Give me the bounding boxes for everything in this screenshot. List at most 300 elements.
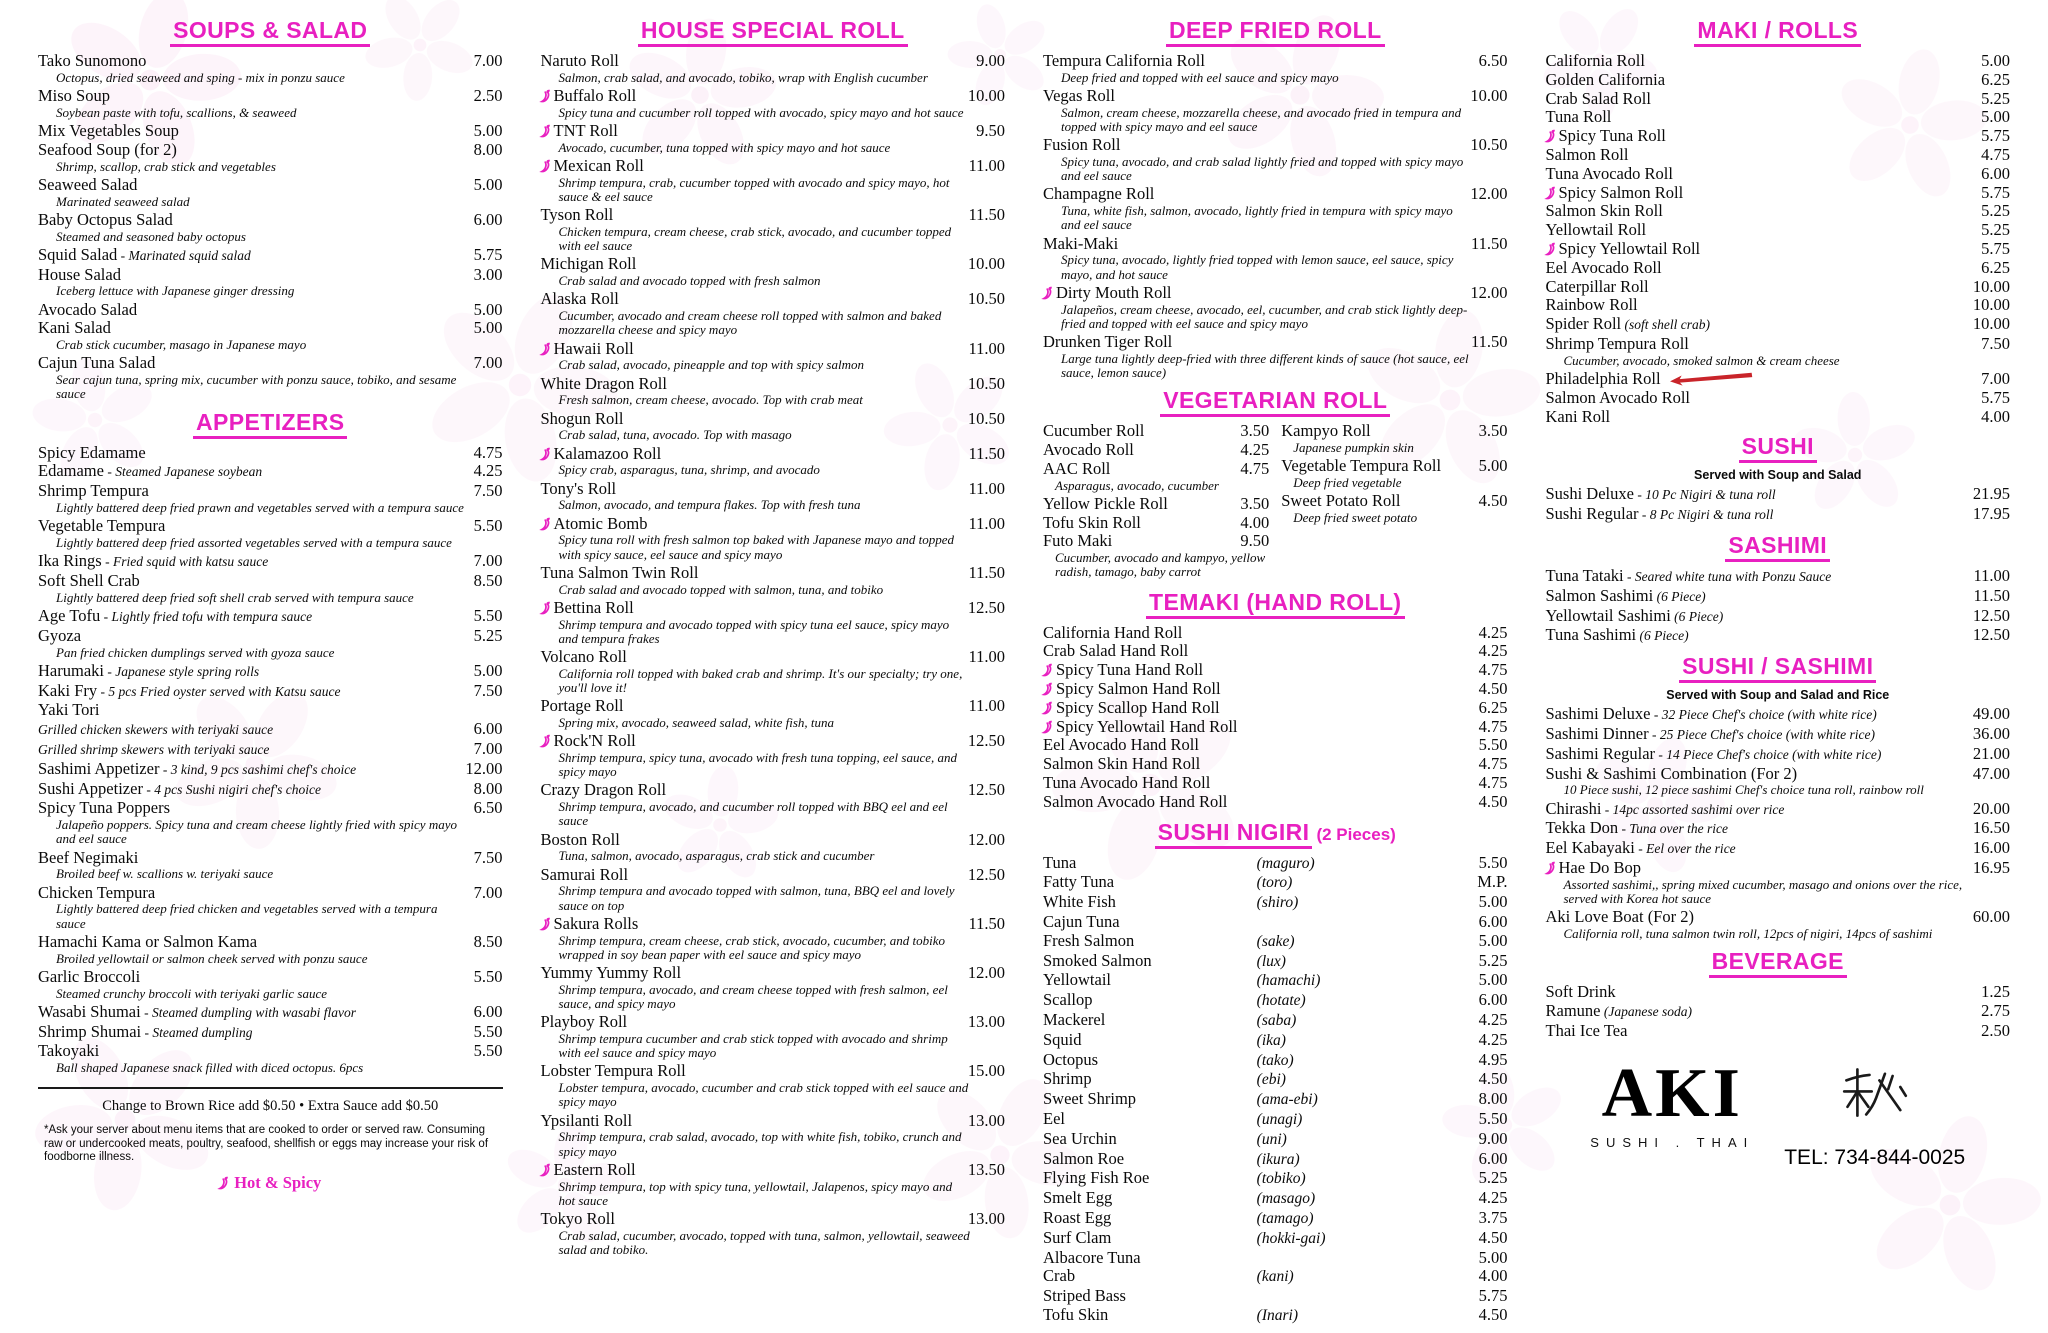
item-name: Rainbow Roll bbox=[1545, 295, 1638, 315]
item-name-wrap bbox=[38, 87, 474, 106]
item-description: Steamed and seasoned baby octopus bbox=[56, 228, 246, 244]
menu-item bbox=[1043, 736, 1508, 755]
menu-item bbox=[38, 572, 503, 591]
hot-pepper-icon bbox=[541, 445, 550, 464]
item-name: Sushi & Sashimi Combination (For 2) bbox=[1545, 763, 1798, 783]
menu-item bbox=[1043, 1130, 1508, 1150]
item-price: 11.00 bbox=[968, 647, 1005, 667]
menu-item bbox=[38, 662, 503, 682]
item-name-wrap bbox=[1043, 1130, 1257, 1149]
menu-item bbox=[1546, 800, 2011, 820]
menu-item bbox=[1043, 1229, 1508, 1249]
item-price: 8.50 bbox=[473, 570, 503, 590]
item-description: Spicy tuna, avocado, lightly fried topped with lemon sauce, eel sauce, spicy mayo, and hot sauce bbox=[1061, 252, 1454, 282]
menu-item bbox=[541, 964, 1006, 983]
menu-item bbox=[38, 760, 503, 780]
menu-item bbox=[1043, 495, 1269, 514]
column-3-sections bbox=[1043, 17, 1508, 1326]
item-name-wrap bbox=[38, 122, 474, 141]
item-name-wrap bbox=[541, 866, 968, 885]
item-name-wrap bbox=[1043, 185, 1470, 204]
item-price: 5.75 bbox=[1981, 182, 2010, 202]
item-description: Lightly battered deep fried prawn and vegetables served with a tempura sauce bbox=[56, 499, 464, 515]
item-name: Spicy Salmon Roll bbox=[1558, 182, 1684, 202]
item-description: California roll, tuna salmon twin roll, 12pcs of nigiri, 14pcs of sashimi bbox=[1563, 925, 1933, 941]
item-name-wrap bbox=[1043, 932, 1257, 951]
section-title: APPETIZERS bbox=[193, 409, 347, 439]
item-price: 9.00 bbox=[976, 51, 1005, 70]
item-name-wrap bbox=[1043, 854, 1257, 873]
menu-item bbox=[38, 354, 503, 373]
sub-column bbox=[1043, 422, 1269, 581]
menu-section bbox=[1043, 387, 1508, 581]
menu-item bbox=[541, 157, 1006, 176]
item-name-wrap bbox=[1043, 441, 1240, 460]
logo-aki-text: AKI bbox=[1601, 1054, 1743, 1132]
hot-pepper-icon bbox=[1546, 127, 1555, 146]
menu-item bbox=[38, 444, 503, 463]
item-name-wrap bbox=[1546, 1002, 1982, 1022]
item-description: Salmon, cream cheese, mozzarella cheese, and avocado fried in tempura and topped with spicy mayo and eel sauce bbox=[1061, 104, 1462, 134]
item-name: Sweet Shrimp bbox=[1043, 1089, 1137, 1109]
menu-item bbox=[541, 445, 1006, 464]
item-price: 7.00 bbox=[473, 51, 503, 70]
item-name-wrap bbox=[1546, 146, 1982, 165]
item-description: Shrimp tempura, top with spicy tuna, yellowtail, Jalapenos, spicy mayo and hot sauce bbox=[558, 1178, 953, 1208]
restaurant-logo bbox=[1546, 1054, 2011, 1170]
menu-item bbox=[1546, 705, 2011, 725]
item-price: 4.25 bbox=[1478, 1009, 1508, 1029]
item-name-wrap bbox=[1546, 127, 1982, 146]
item-name-wrap bbox=[1546, 705, 1973, 725]
item-name: Albacore Tuna bbox=[1043, 1247, 1141, 1267]
hot-pepper-icon bbox=[219, 1173, 228, 1193]
item-name: Futo Maki bbox=[1043, 531, 1113, 551]
item-name: Miso Soup bbox=[38, 86, 110, 105]
item-name: Tofu Skin Roll bbox=[1043, 512, 1141, 532]
item-name: Spicy Edamame bbox=[38, 442, 146, 462]
item-name: Eel Avocado Hand Roll bbox=[1043, 735, 1199, 755]
item-name: Bettina Roll bbox=[553, 597, 634, 617]
item-price: 10.00 bbox=[967, 86, 1005, 105]
item-name-wrap bbox=[38, 933, 474, 952]
section-header bbox=[1546, 433, 2011, 463]
item-name: Cajun Tuna bbox=[1043, 911, 1120, 931]
menu-item bbox=[1546, 626, 2011, 646]
item-name-wrap bbox=[38, 799, 474, 818]
item-name: Salmon Avocado Roll bbox=[1545, 387, 1691, 407]
section-subtitle: Served with Soup and Salad and Rice bbox=[1666, 688, 1890, 703]
item-japanese-name: (hokki-gai) bbox=[1256, 1229, 1326, 1247]
item-name-wrap bbox=[38, 884, 474, 903]
menu-item bbox=[1043, 755, 1508, 774]
item-name-wrap bbox=[1043, 873, 1257, 892]
item-price: 11.50 bbox=[968, 205, 1005, 225]
item-description: Asparagus, avocado, cucumber bbox=[1055, 477, 1219, 493]
item-name: Tekka Don bbox=[1545, 818, 1619, 838]
item-name-wrap bbox=[1043, 1306, 1257, 1325]
item-name-wrap bbox=[1546, 165, 1982, 184]
item-name-wrap bbox=[38, 319, 474, 338]
item-price: 7.50 bbox=[473, 680, 503, 700]
menu-item bbox=[541, 866, 1006, 885]
menu-item bbox=[1043, 991, 1508, 1011]
item-price: 5.00 bbox=[1478, 456, 1508, 476]
item-name: Sashimi Appetizer bbox=[38, 758, 160, 778]
menu-section bbox=[1546, 948, 2011, 1040]
item-name-wrap bbox=[541, 564, 969, 583]
item-name-wrap bbox=[1043, 699, 1479, 718]
item-price: 8.00 bbox=[473, 139, 503, 159]
item-price: 12.50 bbox=[967, 780, 1005, 800]
item-name-wrap bbox=[38, 968, 474, 987]
menu-item bbox=[541, 599, 1006, 618]
menu-item bbox=[1546, 127, 2011, 146]
item-price: 11.00 bbox=[1973, 565, 2010, 585]
item-price: 11.50 bbox=[968, 913, 1005, 933]
hot-pepper-icon bbox=[541, 732, 550, 751]
menu-item bbox=[38, 319, 503, 338]
item-name-wrap bbox=[38, 572, 474, 591]
item-price: 7.00 bbox=[473, 353, 503, 373]
item-name-wrap bbox=[1043, 1189, 1257, 1208]
item-price: 4.00 bbox=[1478, 1266, 1508, 1286]
item-name-wrap bbox=[38, 482, 474, 501]
item-description: Deep fried and topped with eel sauce and spicy mayo bbox=[1061, 69, 1339, 85]
item-name: Champagne Roll bbox=[1043, 184, 1155, 204]
item-name-wrap bbox=[1546, 859, 1973, 878]
menu-item bbox=[1043, 661, 1508, 680]
item-name-wrap bbox=[38, 246, 474, 266]
item-price: 11.50 bbox=[1470, 233, 1508, 253]
menu-item bbox=[1546, 278, 2011, 297]
item-name-wrap bbox=[1043, 1011, 1257, 1030]
item-price: 6.00 bbox=[1478, 911, 1508, 931]
item-name: Tuna Roll bbox=[1545, 107, 1612, 127]
item-price: 4.25 bbox=[1478, 622, 1508, 642]
phone-number: TEL: 734-844-0025 bbox=[1784, 1145, 1966, 1169]
item-name: Sashimi Regular bbox=[1545, 743, 1656, 763]
item-note: - Fried squid with katsu sauce bbox=[101, 554, 269, 570]
item-name: Tako Sunomono bbox=[38, 51, 147, 70]
item-description: Shrimp tempura, cream cheese, crab stick, avocado, cucumber, and tobiko wrapped in soy bean paper with eel sauce and spicy mayo bbox=[558, 932, 946, 962]
item-name: Ika Rings bbox=[38, 551, 102, 571]
hot-pepper-icon bbox=[1546, 240, 1555, 259]
footer-rice-note: Change to Brown Rice add $0.50 • Extra Sauce add $0.50 bbox=[102, 1098, 439, 1115]
item-description: Crab salad, tuna, avocado. Top with masago bbox=[558, 427, 792, 443]
item-price: 4.50 bbox=[1478, 791, 1508, 811]
menu-item bbox=[38, 799, 503, 818]
item-name-wrap bbox=[541, 375, 968, 394]
item-name-wrap bbox=[1043, 1229, 1257, 1248]
logo-kanji-block bbox=[1784, 1063, 1965, 1170]
item-price: 5.50 bbox=[1478, 735, 1508, 755]
item-name: Spicy Tuna Roll bbox=[1558, 126, 1666, 146]
menu-item bbox=[1043, 680, 1508, 699]
menu-item bbox=[1546, 108, 2011, 127]
hot-pepper-icon bbox=[1043, 718, 1052, 737]
menu-item bbox=[1043, 1090, 1508, 1110]
menu-item bbox=[1043, 532, 1269, 551]
item-name-wrap bbox=[1043, 774, 1479, 793]
item-name: AAC Roll bbox=[1043, 458, 1111, 478]
item-name: Soft Shell Crab bbox=[38, 570, 140, 590]
item-name: Spider Roll bbox=[1545, 314, 1622, 334]
item-name: Harumaki bbox=[38, 660, 104, 680]
hot-pepper-icon bbox=[1546, 184, 1555, 203]
item-name-wrap bbox=[541, 1161, 968, 1180]
item-name: Buffalo Roll bbox=[553, 86, 637, 105]
menu-item bbox=[1546, 240, 2011, 259]
item-name: Sushi Appetizer bbox=[38, 778, 143, 798]
section-title: SASHIMI bbox=[1725, 532, 1830, 562]
item-note: - Marinated squid salad bbox=[117, 247, 251, 263]
column-4-sections bbox=[1546, 17, 2011, 1041]
item-name: Spicy Tuna Hand Roll bbox=[1056, 660, 1204, 680]
item-note: - Tuna over the rice bbox=[1618, 821, 1728, 837]
menu-item bbox=[38, 1023, 503, 1043]
item-price: 3.75 bbox=[1478, 1207, 1508, 1227]
item-name-wrap bbox=[38, 627, 474, 646]
item-note: (6 Piece) bbox=[1636, 628, 1689, 644]
item-name: Crab Salad Roll bbox=[1545, 88, 1651, 108]
menu-item bbox=[541, 831, 1006, 850]
item-name-wrap bbox=[1546, 315, 1973, 335]
item-name-wrap bbox=[38, 462, 474, 482]
item-description: Crab salad, avocado, pineapple and top with spicy salmon bbox=[558, 357, 864, 373]
menu-item bbox=[1043, 913, 1508, 932]
section-title: VEGETARIAN ROLL bbox=[1160, 387, 1390, 417]
menu-item bbox=[1546, 146, 2011, 165]
item-price: 4.50 bbox=[1478, 679, 1508, 698]
menu-column-3 bbox=[1039, 14, 1512, 1333]
item-name: Salmon Skin Hand Roll bbox=[1043, 754, 1201, 774]
item-note: - 10 Pc Nigiri & tuna roll bbox=[1633, 487, 1776, 503]
item-description: Salmon, avocado, and tempura flakes. Top with fresh tuna bbox=[558, 497, 861, 513]
hot-pepper-icon bbox=[541, 340, 550, 359]
menu-item bbox=[541, 480, 1006, 499]
item-name: House Salad bbox=[38, 264, 121, 284]
item-name: Salmon Roll bbox=[1545, 144, 1629, 164]
item-name-wrap bbox=[38, 720, 474, 740]
menu-item bbox=[1546, 184, 2011, 203]
menu-item bbox=[1043, 873, 1508, 893]
item-name: Vegetable Tempura Roll bbox=[1281, 456, 1442, 476]
item-name-wrap bbox=[1043, 913, 1257, 932]
item-price: 6.00 bbox=[1478, 990, 1508, 1010]
item-price: 16.00 bbox=[1972, 838, 2010, 858]
item-name: Yellowtail Sashimi bbox=[1545, 605, 1671, 625]
item-description: Deep fried sweet potato bbox=[1293, 510, 1418, 526]
item-name-wrap bbox=[1043, 1070, 1257, 1089]
item-price: 5.00 bbox=[1478, 930, 1508, 950]
menu-section bbox=[1546, 532, 2011, 646]
item-name-wrap bbox=[1546, 278, 1973, 297]
item-name-wrap bbox=[1546, 108, 1982, 127]
item-name: Sea Urchin bbox=[1043, 1128, 1117, 1148]
item-name: Gyoza bbox=[38, 625, 82, 645]
item-name: Shrimp Tempura bbox=[38, 481, 149, 501]
menu-item bbox=[1546, 296, 2011, 315]
item-price: 13.50 bbox=[967, 1159, 1005, 1179]
item-name-wrap bbox=[1546, 567, 1974, 587]
item-japanese-name: (shiro) bbox=[1256, 894, 1299, 912]
menu-item bbox=[1546, 908, 2011, 927]
menu-item bbox=[38, 740, 503, 760]
menu-item bbox=[541, 122, 1006, 141]
item-name: Tofu Skin bbox=[1043, 1304, 1109, 1324]
menu-item bbox=[1043, 952, 1508, 972]
item-name: Vegas Roll bbox=[1043, 86, 1115, 105]
item-name: Salmon Avocado Hand Roll bbox=[1043, 791, 1228, 811]
item-price: 4.25 bbox=[1478, 1029, 1508, 1049]
item-price: 10.50 bbox=[967, 289, 1005, 309]
menu-item bbox=[1043, 1287, 1508, 1306]
item-price: 5.50 bbox=[1478, 1108, 1508, 1128]
item-name-wrap bbox=[1546, 819, 1973, 839]
item-price: 3.50 bbox=[1240, 493, 1270, 513]
item-name-wrap bbox=[1043, 1169, 1257, 1188]
menu-item bbox=[541, 732, 1006, 751]
item-price: 10.00 bbox=[967, 254, 1005, 274]
menu-item bbox=[541, 87, 1006, 106]
footer-disclaimer: *Ask your server about menu items that are cooked to order or served raw. Consuming raw or undercooked meats, poultry, seafood, shellfish or eggs may increase your risk of foodborne illness. bbox=[44, 1124, 489, 1164]
menu-item bbox=[38, 552, 503, 572]
item-price: 4.75 bbox=[1478, 660, 1508, 680]
menu-item bbox=[1043, 699, 1508, 718]
item-description: Crab salad, cucumber, avocado, topped with tuna, salmon, yellowtail, seaweed salad and tobiko. bbox=[558, 1227, 970, 1258]
item-price: 12.50 bbox=[967, 731, 1005, 751]
item-name: Salmon Skin Roll bbox=[1545, 201, 1663, 221]
item-name-wrap bbox=[541, 445, 969, 464]
item-note: - 25 Piece Chef's choice (with white rice) bbox=[1648, 726, 1875, 742]
menu-item bbox=[1546, 315, 2011, 335]
menu-section bbox=[541, 17, 1006, 1257]
item-description: Pan fried chicken dumplings served with gyoza sauce bbox=[56, 644, 335, 660]
item-name-wrap bbox=[38, 682, 474, 702]
menu-item bbox=[38, 1003, 503, 1023]
menu-item bbox=[541, 1210, 1006, 1229]
item-name: Tyson Roll bbox=[540, 205, 614, 225]
item-price: 5.00 bbox=[1478, 892, 1508, 912]
item-name-wrap bbox=[541, 697, 969, 716]
item-name: Smelt Egg bbox=[1043, 1188, 1113, 1208]
menu-item bbox=[1043, 1070, 1508, 1090]
section-header bbox=[1043, 17, 1508, 47]
item-name-wrap bbox=[38, 266, 474, 285]
menu-item bbox=[1043, 1031, 1508, 1051]
item-price: 60.00 bbox=[1972, 907, 2010, 927]
menu-item bbox=[1043, 1169, 1508, 1189]
item-name-wrap bbox=[38, 760, 465, 780]
item-name: Philadelphia Roll bbox=[1545, 368, 1661, 388]
item-description: Lightly battered deep fried chicken and vegetables served with a tempura sauce bbox=[56, 901, 438, 931]
item-name: Grilled shrimp skewers with teriyaki sauce bbox=[38, 741, 270, 757]
item-description: Shrimp tempura and avocado topped with spicy tuna eel sauce, spicy mayo and tempura frakes bbox=[558, 616, 950, 646]
item-name: Crazy Dragon Roll bbox=[540, 780, 667, 800]
item-price: 6.50 bbox=[473, 798, 503, 818]
item-description: Shrimp tempura, avocado, and cream cheese topped with fresh salmon, eel sauce, and spicy mayo bbox=[558, 981, 948, 1012]
item-name: Seafood Soup (for 2) bbox=[38, 139, 177, 159]
item-name-wrap bbox=[1546, 408, 1982, 427]
item-name: Octopus bbox=[1043, 1049, 1098, 1069]
item-name: Kani Salad bbox=[38, 318, 111, 338]
item-name-wrap bbox=[1043, 87, 1470, 106]
item-name-wrap bbox=[38, 517, 474, 536]
item-name: Fresh Salmon bbox=[1043, 930, 1135, 950]
item-description: Iceberg lettuce with Japanese ginger dressing bbox=[56, 283, 295, 299]
item-note: - 32 Piece Chef's choice (with white rice) bbox=[1650, 707, 1877, 723]
menu-item bbox=[1546, 607, 2011, 627]
item-price: 2.75 bbox=[1981, 1000, 2010, 1020]
item-price: 4.50 bbox=[1478, 1069, 1508, 1089]
menu-item bbox=[541, 1013, 1006, 1032]
item-price: 16.50 bbox=[1972, 818, 2010, 838]
menu-item bbox=[1043, 1150, 1508, 1170]
item-japanese-name: (kani) bbox=[1256, 1268, 1294, 1286]
menu-item bbox=[541, 255, 1006, 274]
section-header bbox=[1043, 819, 1508, 849]
menu-item bbox=[1043, 185, 1508, 204]
menu-item bbox=[541, 375, 1006, 394]
item-name-wrap bbox=[1546, 370, 1982, 389]
item-description: Shrimp tempura and avocado topped with salmon, tuna, BBQ eel and lovely sauce on top bbox=[558, 883, 955, 913]
item-note: - Lightly fried tofu with tempura sauce bbox=[100, 608, 313, 624]
item-price: 7.50 bbox=[473, 481, 503, 501]
item-description: Fresh salmon, cream cheese, avocado. Top with crab meat bbox=[558, 392, 863, 408]
item-price: 6.00 bbox=[1981, 163, 2010, 183]
menu-item bbox=[1546, 1002, 2011, 1022]
item-japanese-name: (uni) bbox=[1256, 1130, 1287, 1148]
item-name: Spicy Scallop Hand Roll bbox=[1056, 697, 1220, 717]
item-name-wrap bbox=[38, 211, 474, 230]
menu-item bbox=[1546, 819, 2011, 839]
item-price: 9.50 bbox=[1240, 531, 1270, 551]
item-name-wrap bbox=[1546, 908, 1973, 927]
menu-item bbox=[541, 290, 1006, 309]
item-price: 4.75 bbox=[1478, 772, 1508, 792]
menu-item bbox=[38, 968, 503, 987]
menu-item bbox=[38, 682, 503, 702]
item-price: 5.00 bbox=[1981, 51, 2010, 70]
item-name: Baby Octopus Salad bbox=[38, 209, 173, 229]
item-price: 5.50 bbox=[473, 605, 503, 625]
item-description: Jalapeños, cream cheese, avocado, eel, cucumber, and crab stick lightly deep-fried and topped with eel sauce and spicy mayo bbox=[1061, 301, 1468, 331]
section-title: SOUPS & SALAD bbox=[170, 17, 370, 47]
item-name: Kaki Fry bbox=[38, 680, 98, 700]
item-name-wrap bbox=[541, 480, 969, 499]
item-name-wrap bbox=[1546, 221, 1982, 240]
item-name: Thai Ice Tea bbox=[1545, 1020, 1628, 1040]
item-description: Japanese pumpkin skin bbox=[1293, 440, 1414, 456]
item-price: 5.75 bbox=[1981, 126, 2010, 146]
item-description: Shrimp, scallop, crab stick and vegetables bbox=[56, 158, 276, 174]
menu-item bbox=[1546, 370, 2011, 389]
menu-item bbox=[541, 564, 1006, 583]
item-name: Edamame bbox=[38, 461, 104, 481]
item-description: Lobster tempura, avocado, cucumber and crab stick topped with eel sauce and spicy mayo bbox=[558, 1080, 969, 1110]
item-name: California Hand Roll bbox=[1043, 622, 1183, 642]
menu-item bbox=[1546, 839, 2011, 859]
item-price: 9.00 bbox=[1478, 1128, 1508, 1148]
menu-item bbox=[1043, 971, 1508, 991]
hot-pepper-icon bbox=[1043, 661, 1052, 680]
item-name-wrap bbox=[541, 732, 968, 751]
item-name-wrap bbox=[1546, 71, 1982, 90]
item-description: Avocado, cucumber, tuna topped with spicy mayo and hot sauce bbox=[558, 139, 891, 155]
item-name: Salmon Roe bbox=[1043, 1148, 1125, 1168]
menu-item bbox=[1546, 202, 2011, 221]
